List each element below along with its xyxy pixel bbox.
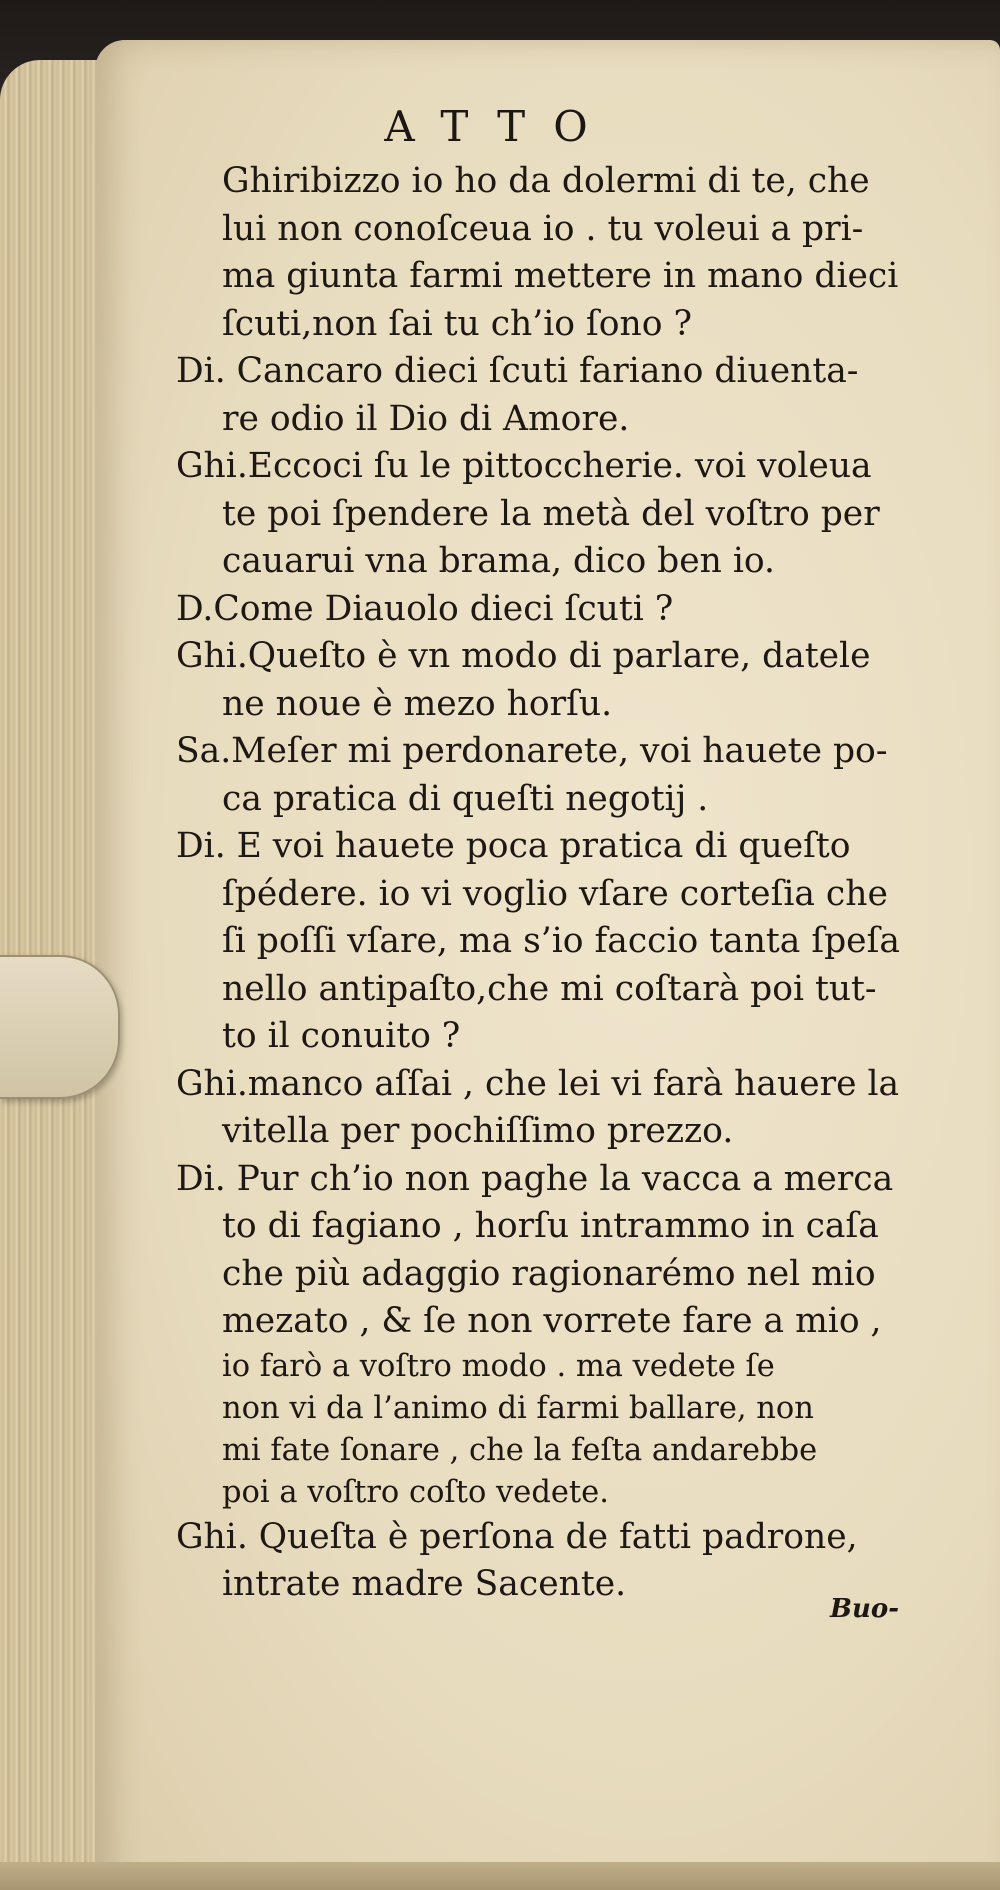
speaker-line: Ghi.Queſto è vn modo di parlare, datele	[176, 636, 871, 676]
text-line: te poi ſpendere la metà del voſtro per	[222, 493, 880, 534]
speaker-line: Sa.Meſer mi perdonarete, voi hauete po-	[176, 731, 888, 771]
text-line: mi fate ſonare , che la feſta andarebbe	[222, 1432, 818, 1468]
text-line: ſcuti,non ſai tu ch’io ſono ?	[222, 303, 693, 344]
speaker-line: Di. Cancaro dieci ſcuti fariano diuenta-	[176, 351, 859, 391]
bookmark-clip	[0, 955, 120, 1099]
text-line: ca pratica di queſti negotij .	[222, 778, 709, 819]
text-line: che più adaggio ragionarémo nel mio	[222, 1253, 876, 1294]
text-line: vitella per pochiſſimo prezzo.	[222, 1111, 734, 1151]
running-header: ATTO	[384, 102, 616, 151]
speaker-line: D.Come Diauolo dieci ſcuti ?	[176, 588, 674, 629]
text-line: mezato , & ſe non vorrete fare a mio ,	[222, 1301, 882, 1341]
text-line: to di fagiano , horſu intrammo in caſa	[222, 1206, 879, 1246]
catchword: Buo-	[830, 1594, 900, 1624]
text-line: intrate madre Sacente.	[222, 1564, 627, 1604]
speaker-line: Di. E voi hauete poca pratica di queſto	[176, 826, 851, 866]
speaker-line: Ghi.Eccoci ſu le pittoccherie. voi voleua	[176, 446, 872, 486]
text-line: lui non conoſceua io . tu voleui a pri-	[222, 208, 864, 249]
text-line: nello antipaſto,che mi coſtarà poi tut-	[222, 968, 877, 1009]
text-line: Ghiribizzo io ho da dolermi di te, che	[222, 161, 870, 201]
text-line: poi a voſtro coſto vedete.	[222, 1474, 609, 1510]
text-line: to il conuito ?	[222, 1016, 461, 1056]
speaker-line: Di. Pur ch’io non paghe la vacca a merca	[176, 1158, 894, 1199]
text-line: ma giunta farmi mettere in mano dieci	[222, 256, 899, 296]
text-line: cauarui vna brama, dico ben io.	[222, 541, 776, 581]
speaker-line: Ghi.manco aſſai , che lei vi farà hauere la	[176, 1063, 900, 1104]
page-bottom-edge	[0, 1862, 1000, 1890]
text-line: io farò a voſtro modo . ma vedete ſe	[222, 1348, 775, 1384]
text-line: non vi da l’animo di farmi ballare, non	[222, 1390, 814, 1426]
speaker-line: Ghi. Queſta è perſona de fatti padrone,	[176, 1516, 858, 1557]
text-line: ne noue è mezo horſu.	[222, 683, 613, 724]
text-line: ſpédere. io vi voglio vſare corteſia che	[222, 873, 888, 914]
body-text	[176, 158, 982, 1609]
text-line: re odio il Dio di Amore.	[222, 398, 630, 439]
text-line: ſi poſſi vſare, ma s’io faccio tanta ſpeſa	[222, 921, 900, 961]
